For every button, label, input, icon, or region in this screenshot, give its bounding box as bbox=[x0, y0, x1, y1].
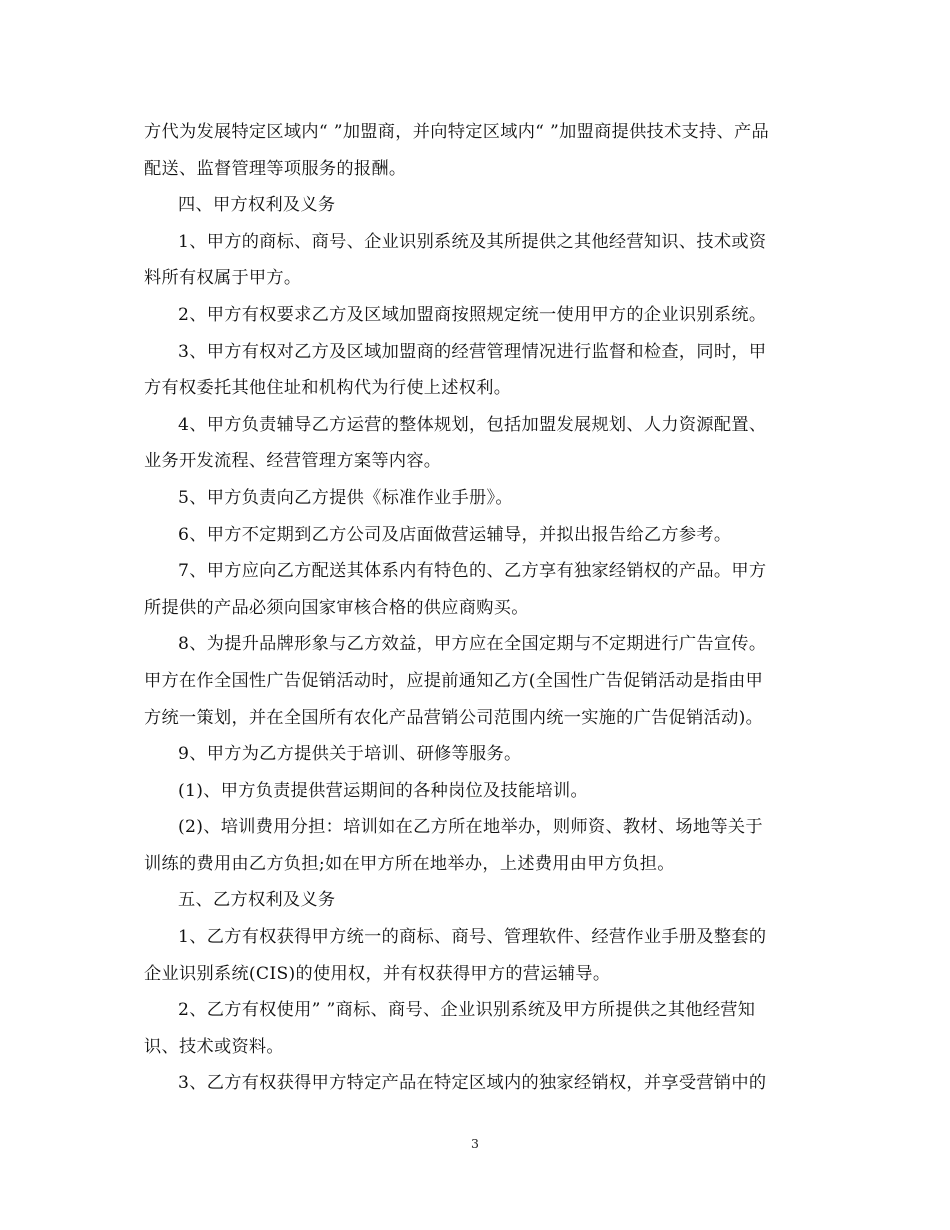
text-line: 企业识别系统(CIS)的使用权，并有权获得甲方的营运辅导。 bbox=[144, 963, 611, 984]
text-line: 3、乙方有权获得甲方特定产品在特定区域内的独家经销权，并享受营销中的 bbox=[178, 1073, 767, 1094]
text-line: 2、甲方有权要求乙方及区域加盟商按照规定统一使用甲方的企业识别系统。 bbox=[178, 304, 767, 325]
text-line: 6、甲方不定期到乙方公司及店面做营运辅导，并拟出报告给乙方参考。 bbox=[178, 524, 732, 545]
text-line: 1、甲方的商标、商号、企业识别系统及其所提供之其他经营知识、技术或资 bbox=[178, 231, 767, 252]
text-line: 方有权委托其他住址和机构代为行使上述权利。 bbox=[144, 378, 512, 399]
text-line: 料所有权属于甲方。 bbox=[144, 268, 302, 289]
text-line: 9、甲方为乙方提供关于培训、研修等服务。 bbox=[178, 744, 522, 765]
text-line: (1)、甲方负责提供营运期间的各种岗位及技能培训。 bbox=[178, 780, 588, 801]
text-line: 2、乙方有权使用” ”商标、商号、企业识别系统及甲方所提供之其他经营知 bbox=[178, 1000, 756, 1021]
text-line: 方代为发展特定区域内“ ”加盟商，并向特定区域内“ ”加盟商提供技术支持、产品 bbox=[144, 122, 769, 142]
text-line: 方统一策划，并在全国所有农化产品营销公司范围内统一实施的广告促销活动)。 bbox=[144, 707, 764, 728]
text-line: 3、甲方有权对乙方及区域加盟商的经营管理情况进行监督和检查，同时，甲 bbox=[178, 341, 767, 362]
text-line: 甲方在作全国性广告促销活动时，应提前通知乙方(全国性广告促销活动是指由甲 bbox=[144, 670, 764, 691]
text-line: (2)、培训费用分担：培训如在乙方所在地举办，则师资、教材、场地等关于 bbox=[178, 817, 763, 838]
text-line: 8、为提升品牌形象与乙方效益，甲方应在全国定期与不定期进行广告宣传。 bbox=[178, 634, 767, 655]
text-line: 识、技术或资料。 bbox=[144, 1036, 284, 1057]
text-line: 所提供的产品必须向国家审核合格的供应商购买。 bbox=[144, 597, 529, 618]
document-body bbox=[144, 114, 808, 1102]
section-heading: 五、乙方权利及义务 bbox=[178, 890, 336, 911]
text-line: 配送、监督管理等项服务的报酬。 bbox=[144, 158, 407, 179]
section-heading: 四、甲方权利及义务 bbox=[178, 195, 336, 216]
text-line: 业务开发流程、经营管理方案等内容。 bbox=[144, 451, 442, 472]
text-line: 训练的费用由乙方负担;如在甲方所在地举办，上述费用由甲方负担。 bbox=[144, 853, 675, 874]
text-line: 7、甲方应向乙方配送其体系内有特色的、乙方享有独家经销权的产品。甲方 bbox=[178, 561, 767, 582]
page-number: 3 bbox=[471, 1136, 479, 1151]
text-line: 5、甲方负责向乙方提供《标准作业手册》。 bbox=[178, 487, 513, 508]
text-line: 1、乙方有权获得甲方统一的商标、商号、管理软件、经营作业手册及整套的 bbox=[178, 927, 767, 948]
text-line: 4、甲方负责辅导乙方运营的整体规划，包括加盟发展规划、人力资源配置、 bbox=[178, 414, 767, 435]
